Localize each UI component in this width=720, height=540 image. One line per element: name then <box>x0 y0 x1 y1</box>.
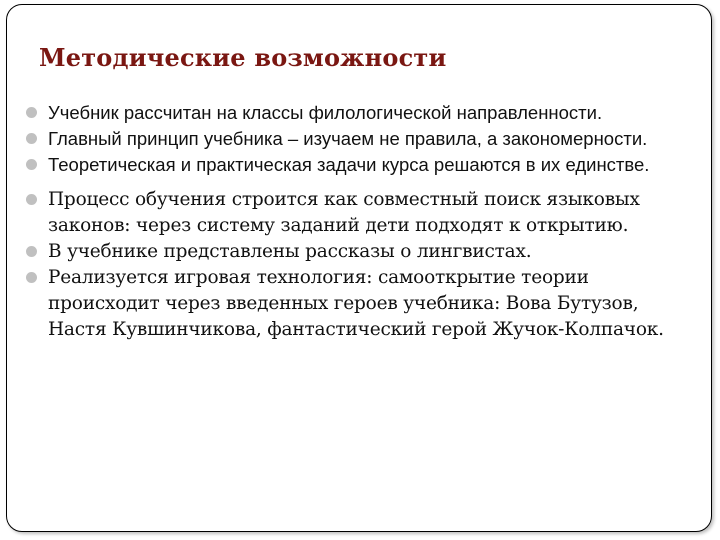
bullet-dot-icon <box>26 194 37 205</box>
list-item <box>26 101 690 125</box>
bullet-list <box>26 101 690 343</box>
bullet-dot-icon <box>26 159 37 170</box>
list-item <box>26 127 690 151</box>
slide-title: Методические возможности <box>39 43 447 72</box>
list-item <box>26 239 690 265</box>
bullet-dot-icon <box>26 246 37 257</box>
list-item <box>26 187 690 239</box>
list-item <box>26 265 690 343</box>
list-item <box>26 153 690 177</box>
bullet-text: Теоретическая и практическая задачи курса решаются в их единстве. <box>48 154 650 175</box>
bullet-dot-icon <box>26 107 37 118</box>
bullet-text: Реализуется игровая технология: самооткрытие теории происходит через введенных героев учебника: Вова Бутузов, Настя Кувшинчикова, фантастический герой Жучок-Колпачок. <box>48 267 664 340</box>
bullet-text: Учебник рассчитан на классы филологической направленности. <box>48 102 603 123</box>
bullet-dot-icon <box>26 133 37 144</box>
bullet-text: Главный принцип учебника – изучаем не правила, а закономерности. <box>48 128 648 149</box>
bullet-text: Процесс обучения строится как совместный поиск языковых законов: через систему заданий дети подходят к открытию. <box>48 189 640 236</box>
bullet-dot-icon <box>26 272 37 283</box>
bullet-text: В учебнике представлены рассказы о лингвистах. <box>48 241 532 262</box>
